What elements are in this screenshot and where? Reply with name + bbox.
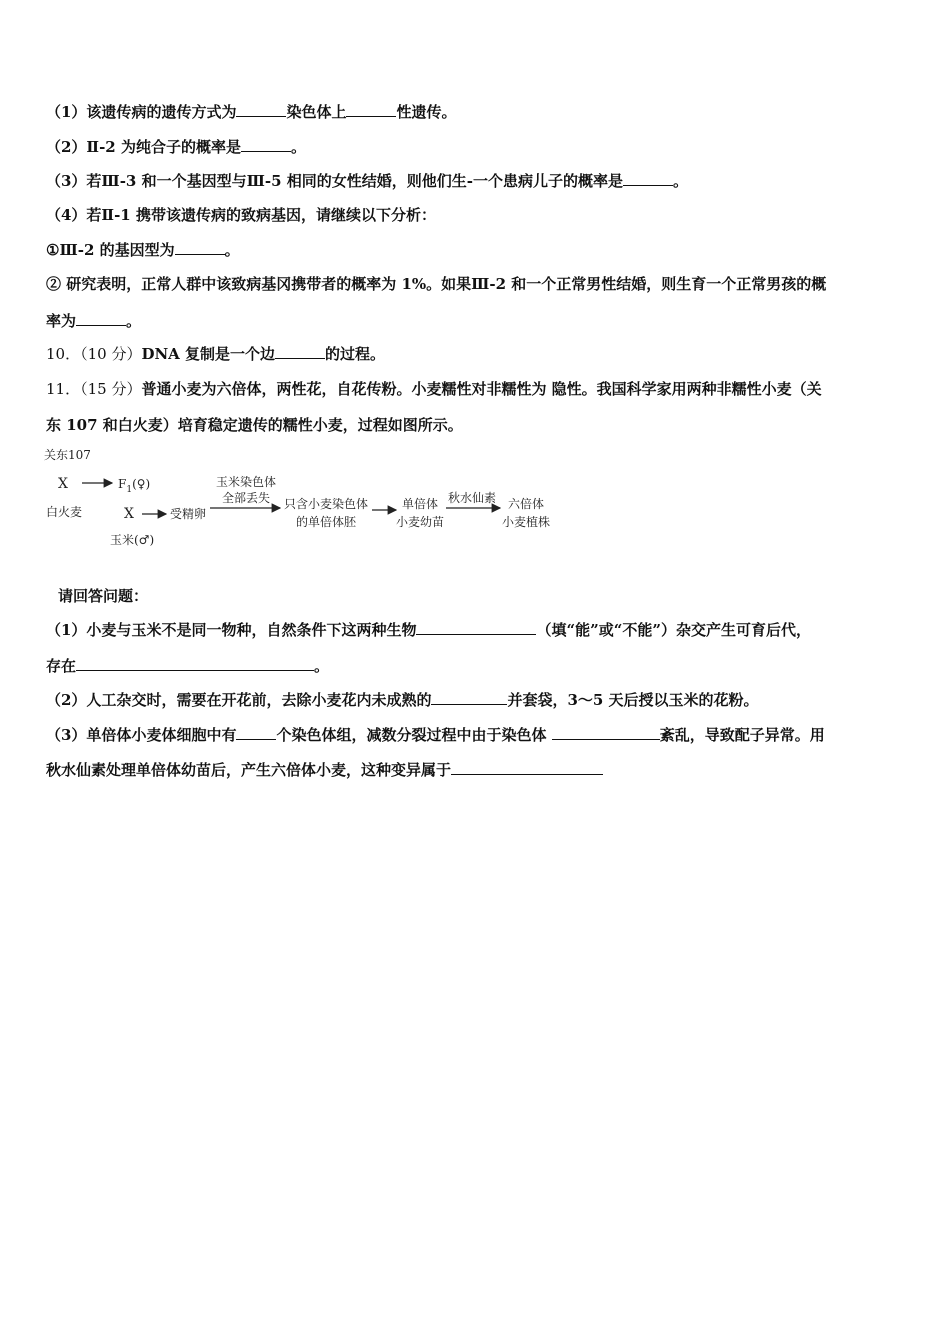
answer-blank[interactable] [241, 137, 291, 152]
answer-blank[interactable] [76, 311, 126, 326]
q9-sub3: （3）若Ⅲ-3 和一个基因型与Ⅲ-5 相同的女性结婚，则他们生-一个患病儿子的概率是 。 [46, 172, 688, 190]
q11-sub1: （1）小麦与玉米不是同一物种，自然条件下这两种生物 （填“能”或“不能”）杂交产生可育后代， [46, 621, 811, 639]
answer-blank[interactable] [416, 620, 536, 635]
corn-label: 玉米(♂) [110, 533, 155, 547]
plant-label: 六倍体 [508, 497, 545, 511]
breeding-process-diagram [40, 444, 580, 554]
q9-sub2: （2）Ⅱ-2 为纯合子的概率是 。 [46, 138, 306, 156]
answer-blank[interactable] [175, 240, 225, 255]
step-label: 全部丢失 [222, 491, 271, 505]
embryo-label: 的单倍体胚 [296, 515, 357, 529]
answer-blank[interactable] [236, 725, 276, 740]
parent-baihuomai: 白火麦 [46, 505, 83, 519]
zygote-label: 受精卵 [170, 507, 207, 521]
q11-sub3-cont: 秋水仙素处理单倍体幼苗后，产生六倍体小麦，这种变异属于 [46, 760, 603, 780]
f1-label: $F_1(♀)$ [118, 477, 151, 495]
answer-blank[interactable] [346, 102, 396, 117]
question-11: 11．（15 分）普通小麦为六倍体，两性花，自花传粉。小麦糯性对非糯性为 隐性。我国科学家用两种非糯性小麦（关 [46, 380, 822, 398]
cross-symbol: X [58, 476, 68, 492]
question-number: 11．（15 分） [46, 380, 142, 398]
seedling-label: 单倍体 [402, 497, 439, 511]
answer-blank[interactable] [431, 690, 507, 705]
answer-prompt: 请回答问题： [58, 587, 149, 605]
parent-guandong107: 关东107 [44, 448, 91, 462]
question-number: 10．（10 分） [46, 345, 142, 363]
answer-blank[interactable] [623, 171, 673, 186]
q11-sub1-cont: 存在 。 [46, 657, 330, 675]
q9-sub1: （1）该遗传病的遗传方式为 染色体上 性遗传。 [46, 103, 457, 121]
q9-sub6: ② 研究表明，正常人群中该致病基冈携带者的概率为 1%。如果Ⅲ-2 和一个正常男性结婚，则生育一个正常男孩的概 [46, 275, 827, 293]
q11-sub3: （3）单倍体小麦体细胞中有 个染色体组，减数分裂过程中由于染色体 紊乱，导致配子异常。用 [46, 726, 825, 744]
embryo-label: 只含小麦染色体 [284, 497, 369, 511]
answer-blank[interactable] [451, 760, 603, 775]
seedling-label: 小麦幼苗 [396, 515, 445, 529]
step-label: 秋水仙素 [448, 491, 497, 505]
q9-sub5: ①Ⅲ-2 的基因型为 。 [46, 241, 240, 259]
step-label: 玉米染色体 [216, 475, 277, 489]
answer-blank[interactable] [236, 102, 286, 117]
answer-blank[interactable] [275, 344, 325, 359]
question-11-cont: 东 107 和白火麦）培育稳定遗传的糯性小麦，过程如图所示。 [46, 416, 463, 434]
cross-symbol: X [124, 506, 134, 522]
q9-sub4: （4）若Ⅱ-1 携带该遗传病的致病基因，请继续以下分析： [46, 206, 436, 224]
q11-sub2: （2）人工杂交时，需要在开花前，去除小麦花内未成熟的 并套袋，3～5 天后授以玉米的花粉。 [46, 691, 759, 709]
plant-label: 小麦植株 [502, 515, 551, 529]
q9-sub7: 率为 。 [46, 312, 142, 330]
question-10: 10．（10 分）DNA 复制是一个边 的过程。 [46, 345, 386, 363]
answer-blank[interactable] [76, 656, 314, 671]
answer-blank[interactable] [552, 725, 660, 740]
